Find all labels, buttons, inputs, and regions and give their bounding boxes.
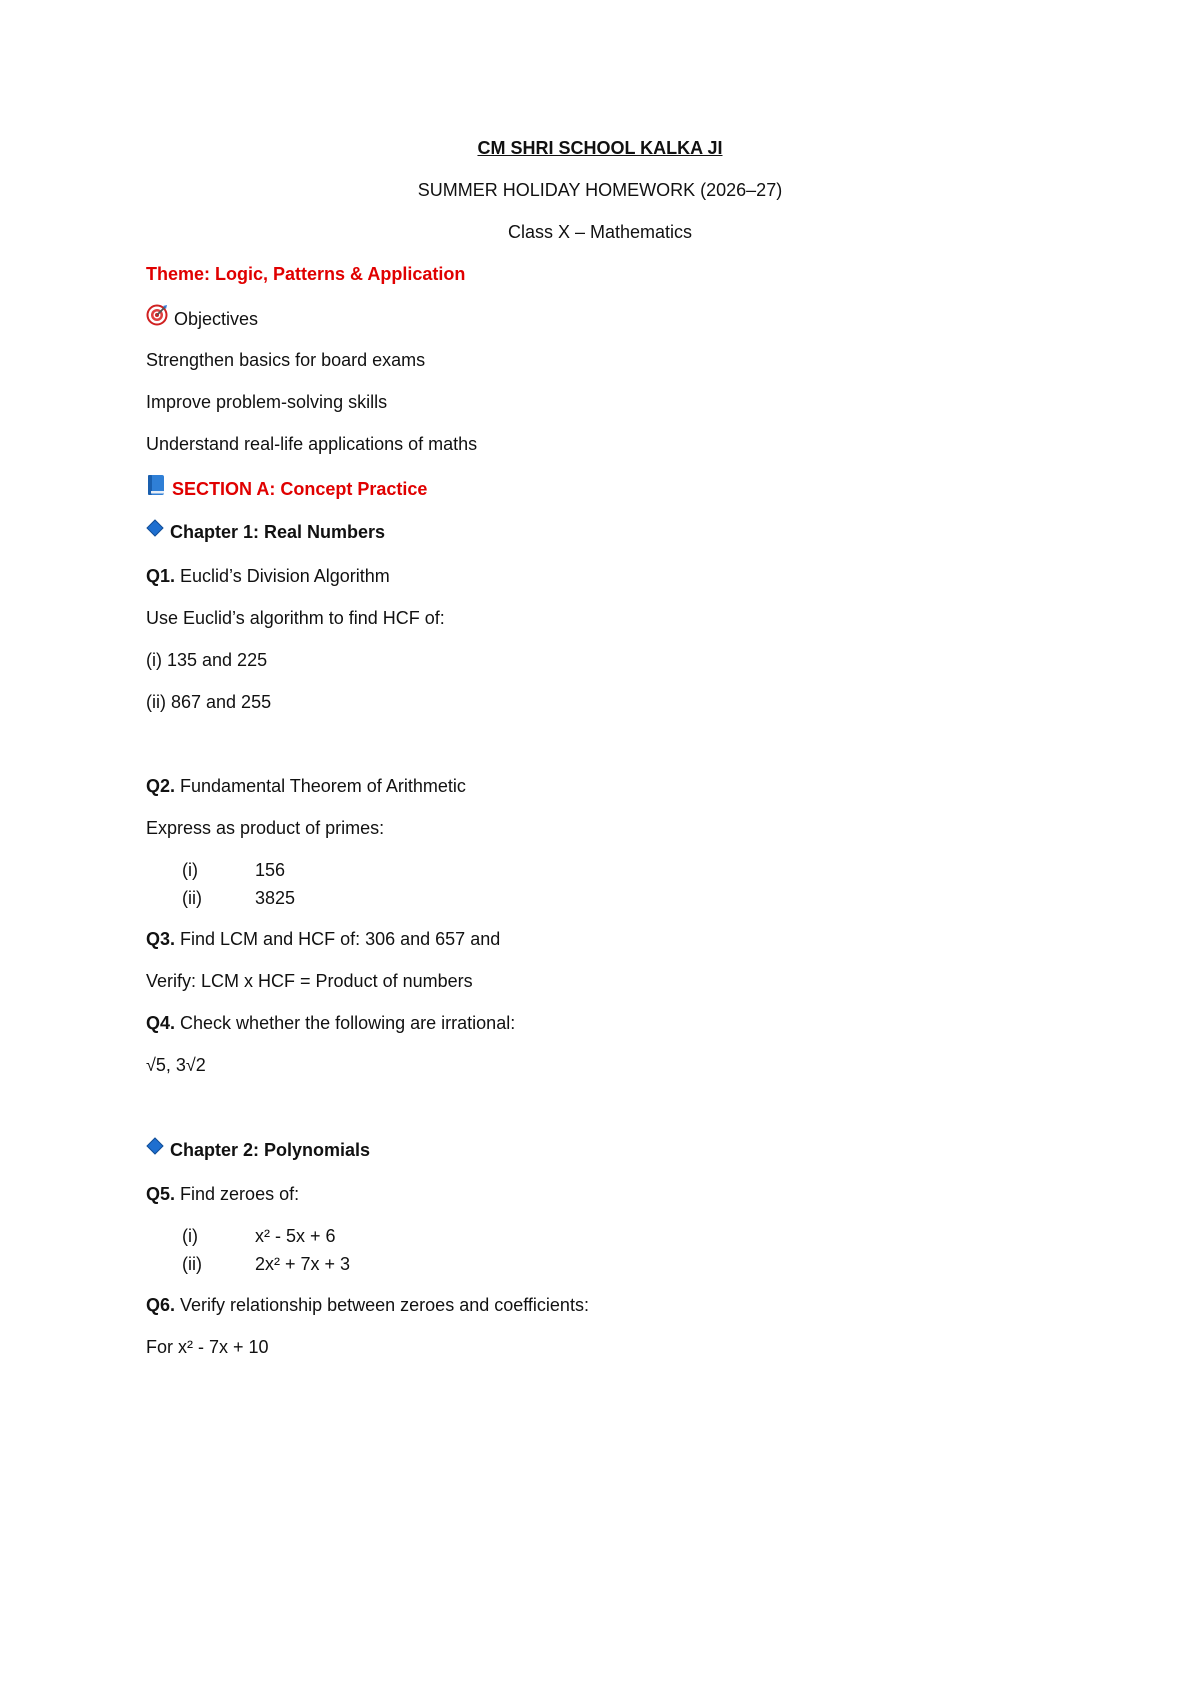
blue-diamond-icon [146,1137,164,1161]
q2-prompt: Express as product of primes: [146,818,385,838]
q5-part-label: (i) [182,1226,198,1246]
q2-part-label: (ii) [182,888,202,908]
q6-for: For x² - 7x + 10 [146,1337,269,1357]
q1-number: Q1. [146,566,176,586]
q1-part: (ii) 867 and 255 [146,692,272,712]
book-icon [146,474,166,502]
school-name: CM SHRI SCHOOL KALKA JI [477,138,723,158]
q2-number: Q2. [146,776,176,796]
q2-title: Fundamental Theorem of Arithmetic [180,776,466,796]
q1-title: Euclid’s Division Algorithm [180,566,390,586]
q3-verify: Verify: LCM x HCF = Product of numbers [146,971,473,991]
q5-part-value: 2x² + 7x + 3 [255,1254,351,1274]
q6-row [146,1293,589,1317]
q1-prompt: Use Euclid’s algorithm to find HCF of: [146,608,445,628]
q5-number: Q5. [146,1184,176,1204]
q5-text: Find zeroes of: [180,1184,300,1204]
target-icon [146,304,168,332]
section-a-heading: SECTION A: Concept Practice [172,478,428,499]
objective-item: Understand real-life applications of maths [146,434,478,454]
objective-item: Improve problem-solving skills [146,392,388,412]
theme-heading: Theme: Logic, Patterns & Application [146,264,466,284]
q4-text: Check whether the following are irrational: [180,1013,516,1033]
q5-part-value: x² - 5x + 6 [255,1226,336,1246]
objectives-heading-row [146,306,258,334]
q1-title-row [146,564,390,588]
document-title: SUMMER HOLIDAY HOMEWORK (2026–27) [417,180,783,200]
q2-part-label: (i) [182,860,198,880]
chapter1-heading: Chapter 1: Real Numbers [170,522,386,542]
q3-text: Find LCM and HCF of: 306 and 657 and [180,929,501,949]
chapter2-heading: Chapter 2: Polynomials [170,1140,371,1160]
q3-row [146,927,500,951]
q5-part-label: (ii) [182,1254,202,1274]
q2-part-value: 3825 [255,888,296,908]
q1-part: (i) 135 and 225 [146,650,268,670]
q5-row [146,1182,299,1206]
class-subject: Class X – Mathematics [507,222,693,242]
chapter1-heading-row [146,520,385,545]
q6-number: Q6. [146,1295,176,1315]
q3-number: Q3. [146,929,176,949]
q4-row [146,1011,515,1035]
blue-diamond-icon [146,519,164,543]
objectives-heading: Objectives [174,308,259,329]
chapter2-heading-row [146,1138,370,1163]
objective-item: Strengthen basics for board exams [146,350,426,370]
q6-text: Verify relationship between zeroes and coefficients: [180,1295,589,1315]
section-a-heading-row [146,476,427,504]
q4-items: √5, 3√2 [146,1055,206,1075]
q2-title-row [146,774,466,798]
q2-part-value: 156 [255,860,286,880]
q4-number: Q4. [146,1013,176,1033]
